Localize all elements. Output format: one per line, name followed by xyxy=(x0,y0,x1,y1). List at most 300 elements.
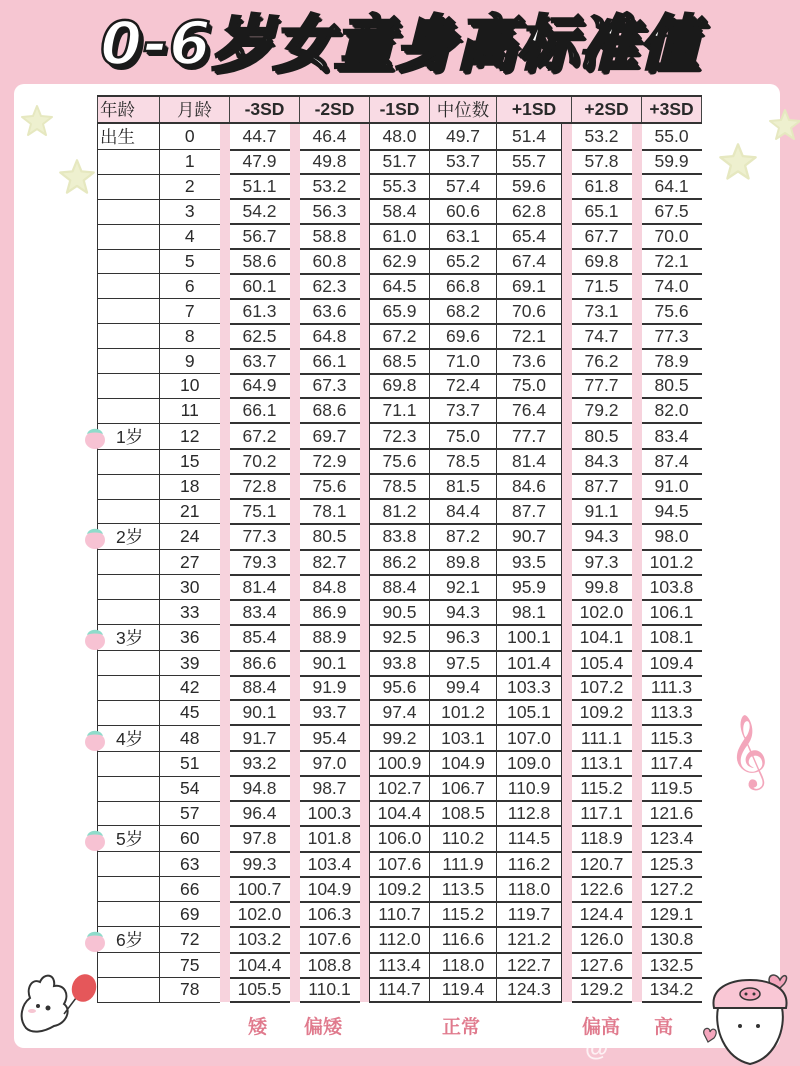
value-cell: 51.4 xyxy=(497,123,562,150)
column-divider xyxy=(562,978,572,1003)
column-divider xyxy=(290,801,300,826)
column-divider xyxy=(562,725,572,751)
column-divider xyxy=(220,374,230,399)
column-divider xyxy=(632,174,642,199)
value-cell: 76.2 xyxy=(572,349,632,374)
column-divider xyxy=(562,499,572,524)
value-cell: 53.2 xyxy=(300,174,360,199)
value-cell: 84.4 xyxy=(430,499,497,524)
month-cell: 18 xyxy=(160,474,220,499)
value-cell: 93.7 xyxy=(300,700,360,725)
column-divider xyxy=(632,852,642,877)
value-cell: 109.4 xyxy=(642,651,702,676)
column-divider xyxy=(360,776,370,801)
value-cell: 64.5 xyxy=(370,274,430,299)
value-cell: 75.1 xyxy=(230,499,290,524)
column-divider xyxy=(562,449,572,474)
column-divider xyxy=(562,700,572,725)
strawberry-icon xyxy=(84,425,106,449)
column-divider xyxy=(290,224,300,249)
month-cell: 24 xyxy=(160,524,220,550)
value-cell: 74.0 xyxy=(642,274,702,299)
column-divider xyxy=(562,651,572,676)
value-cell: 84.6 xyxy=(497,474,562,499)
value-cell: 94.5 xyxy=(642,499,702,524)
value-cell: 73.6 xyxy=(497,349,562,374)
column-divider xyxy=(632,575,642,600)
value-cell: 104.1 xyxy=(572,625,632,651)
header-minus3sd: -3SD xyxy=(230,96,300,123)
value-cell: 91.7 xyxy=(230,725,290,751)
value-cell: 112.0 xyxy=(370,927,430,953)
value-cell: 91.9 xyxy=(300,676,360,701)
month-cell: 42 xyxy=(160,676,220,701)
age-cell xyxy=(98,625,160,651)
value-cell: 118.0 xyxy=(497,877,562,902)
month-cell: 66 xyxy=(160,877,220,902)
value-cell: 51.1 xyxy=(230,174,290,199)
month-cell: 72 xyxy=(160,927,220,953)
table-row xyxy=(98,600,702,625)
age-cell xyxy=(98,776,160,801)
value-cell: 57.8 xyxy=(572,150,632,175)
value-cell: 56.3 xyxy=(300,199,360,224)
column-divider xyxy=(290,398,300,423)
value-cell: 75.0 xyxy=(430,423,497,449)
value-cell: 79.3 xyxy=(230,550,290,575)
column-divider xyxy=(632,374,642,399)
value-cell: 91.0 xyxy=(642,474,702,499)
column-divider xyxy=(562,953,572,978)
value-cell: 95.9 xyxy=(497,575,562,600)
column-divider xyxy=(632,299,642,324)
table-row xyxy=(98,398,702,423)
column-divider xyxy=(632,123,642,150)
value-cell: 117.4 xyxy=(642,751,702,776)
column-divider xyxy=(360,374,370,399)
column-divider xyxy=(220,224,230,249)
column-divider xyxy=(220,801,230,826)
value-cell: 94.3 xyxy=(572,524,632,550)
age-cell xyxy=(98,676,160,701)
value-cell: 82.7 xyxy=(300,550,360,575)
value-cell: 58.6 xyxy=(230,249,290,274)
column-divider xyxy=(290,374,300,399)
table-row xyxy=(98,575,702,600)
column-divider xyxy=(360,249,370,274)
value-cell: 90.5 xyxy=(370,600,430,625)
value-cell: 118.0 xyxy=(430,953,497,978)
value-cell: 60.1 xyxy=(230,274,290,299)
column-divider xyxy=(220,700,230,725)
month-cell: 10 xyxy=(160,374,220,399)
treble-clef-icon: 𝄞 xyxy=(720,711,774,793)
strawberry-icon xyxy=(84,727,106,751)
table-body xyxy=(98,123,702,1002)
column-divider xyxy=(360,274,370,299)
column-divider xyxy=(562,123,572,150)
month-cell: 7 xyxy=(160,299,220,324)
height-table-container xyxy=(97,95,701,1003)
age-cell xyxy=(98,524,160,550)
value-cell: 67.2 xyxy=(370,324,430,349)
month-cell: 36 xyxy=(160,625,220,651)
column-divider xyxy=(360,852,370,877)
age-label: 6岁 xyxy=(116,930,144,951)
column-divider xyxy=(290,751,300,776)
column-divider xyxy=(360,349,370,374)
value-cell: 110.7 xyxy=(370,902,430,927)
value-cell: 83.8 xyxy=(370,524,430,550)
table-row xyxy=(98,725,702,751)
month-cell: 21 xyxy=(160,499,220,524)
table-row xyxy=(98,852,702,877)
value-cell: 119.5 xyxy=(642,776,702,801)
age-cell xyxy=(98,801,160,826)
value-cell: 93.2 xyxy=(230,751,290,776)
value-cell: 87.7 xyxy=(497,499,562,524)
table-row xyxy=(98,150,702,175)
month-cell: 30 xyxy=(160,575,220,600)
age-cell xyxy=(98,174,160,199)
column-divider xyxy=(220,398,230,423)
value-cell: 53.2 xyxy=(572,123,632,150)
column-divider xyxy=(360,524,370,550)
age-label: 出生 xyxy=(100,127,135,147)
column-divider xyxy=(562,174,572,199)
star-icon xyxy=(718,142,758,182)
value-cell: 114.7 xyxy=(370,978,430,1003)
value-cell: 106.3 xyxy=(300,902,360,927)
value-cell: 63.1 xyxy=(430,224,497,249)
column-divider xyxy=(360,751,370,776)
month-cell: 78 xyxy=(160,978,220,1003)
value-cell: 68.2 xyxy=(430,299,497,324)
column-divider xyxy=(562,150,572,175)
value-cell: 67.2 xyxy=(230,423,290,449)
value-cell: 75.6 xyxy=(300,474,360,499)
strawberry-icon xyxy=(84,626,106,650)
column-divider xyxy=(562,249,572,274)
column-divider xyxy=(220,978,230,1003)
value-cell: 48.0 xyxy=(370,123,430,150)
column-divider xyxy=(360,651,370,676)
value-cell: 59.6 xyxy=(497,174,562,199)
legend-short: 矮 xyxy=(248,1017,268,1038)
value-cell: 78.5 xyxy=(430,449,497,474)
age-cell xyxy=(98,700,160,725)
value-cell: 61.0 xyxy=(370,224,430,249)
value-cell: 66.8 xyxy=(430,274,497,299)
column-divider xyxy=(632,474,642,499)
value-cell: 125.3 xyxy=(642,852,702,877)
value-cell: 89.8 xyxy=(430,550,497,575)
column-divider xyxy=(220,625,230,651)
column-divider xyxy=(632,224,642,249)
column-divider xyxy=(360,398,370,423)
age-cell xyxy=(98,449,160,474)
month-cell: 57 xyxy=(160,801,220,826)
column-divider xyxy=(562,676,572,701)
value-cell: 129.1 xyxy=(642,902,702,927)
column-divider xyxy=(290,978,300,1003)
value-cell: 123.4 xyxy=(642,826,702,852)
value-cell: 64.8 xyxy=(300,324,360,349)
age-cell xyxy=(98,826,160,852)
value-cell: 101.8 xyxy=(300,826,360,852)
table-row xyxy=(98,978,702,1003)
table-row xyxy=(98,374,702,399)
value-cell: 90.1 xyxy=(300,651,360,676)
age-cell xyxy=(98,324,160,349)
value-cell: 83.4 xyxy=(230,600,290,625)
strawberry-icon xyxy=(84,525,106,549)
value-cell: 70.2 xyxy=(230,449,290,474)
value-cell: 124.3 xyxy=(497,978,562,1003)
watermark: @ xyxy=(585,1035,613,1062)
value-cell: 97.8 xyxy=(230,826,290,852)
month-cell: 63 xyxy=(160,852,220,877)
month-cell: 60 xyxy=(160,826,220,852)
table-row xyxy=(98,449,702,474)
column-divider xyxy=(360,826,370,852)
column-divider xyxy=(632,550,642,575)
value-cell: 55.3 xyxy=(370,174,430,199)
value-cell: 67.7 xyxy=(572,224,632,249)
value-cell: 99.3 xyxy=(230,852,290,877)
value-cell: 115.3 xyxy=(642,725,702,751)
value-cell: 68.5 xyxy=(370,349,430,374)
column-divider xyxy=(632,902,642,927)
header-month: 月龄 xyxy=(160,96,230,123)
month-cell: 27 xyxy=(160,550,220,575)
value-cell: 88.4 xyxy=(230,676,290,701)
age-cell xyxy=(98,499,160,524)
column-divider xyxy=(290,852,300,877)
value-cell: 110.2 xyxy=(430,826,497,852)
value-cell: 98.1 xyxy=(497,600,562,625)
column-divider xyxy=(562,575,572,600)
value-cell: 134.2 xyxy=(642,978,702,1003)
value-cell: 97.3 xyxy=(572,550,632,575)
value-cell: 107.6 xyxy=(370,852,430,877)
value-cell: 110.1 xyxy=(300,978,360,1003)
value-cell: 127.2 xyxy=(642,877,702,902)
column-divider xyxy=(360,324,370,349)
value-cell: 84.3 xyxy=(572,449,632,474)
column-divider xyxy=(562,751,572,776)
value-cell: 99.4 xyxy=(430,676,497,701)
value-cell: 108.1 xyxy=(642,625,702,651)
value-cell: 120.7 xyxy=(572,852,632,877)
table-row xyxy=(98,625,702,651)
column-divider xyxy=(562,324,572,349)
column-divider xyxy=(632,449,642,474)
value-cell: 109.2 xyxy=(370,877,430,902)
value-cell: 77.7 xyxy=(572,374,632,399)
value-cell: 92.1 xyxy=(430,575,497,600)
column-divider xyxy=(220,449,230,474)
value-cell: 90.1 xyxy=(230,700,290,725)
month-cell: 3 xyxy=(160,199,220,224)
column-divider xyxy=(290,651,300,676)
column-divider xyxy=(562,524,572,550)
column-divider xyxy=(290,150,300,175)
column-divider xyxy=(360,449,370,474)
column-divider xyxy=(290,776,300,801)
column-divider xyxy=(290,676,300,701)
column-divider xyxy=(632,651,642,676)
value-cell: 99.2 xyxy=(370,725,430,751)
value-cell: 107.0 xyxy=(497,725,562,751)
column-divider xyxy=(562,625,572,651)
value-cell: 67.4 xyxy=(497,249,562,274)
column-divider xyxy=(562,474,572,499)
age-cell xyxy=(98,877,160,902)
value-cell: 51.7 xyxy=(370,150,430,175)
column-divider xyxy=(220,725,230,751)
column-divider xyxy=(290,725,300,751)
table-row xyxy=(98,776,702,801)
value-cell: 78.5 xyxy=(370,474,430,499)
column-divider xyxy=(290,499,300,524)
age-cell xyxy=(98,274,160,299)
value-cell: 72.8 xyxy=(230,474,290,499)
column-divider xyxy=(632,423,642,449)
value-cell: 53.7 xyxy=(430,150,497,175)
value-cell: 85.4 xyxy=(230,625,290,651)
column-divider xyxy=(290,474,300,499)
value-cell: 104.9 xyxy=(430,751,497,776)
value-cell: 81.5 xyxy=(430,474,497,499)
age-cell xyxy=(98,123,160,150)
column-divider xyxy=(220,877,230,902)
table-row xyxy=(98,224,702,249)
value-cell: 87.4 xyxy=(642,449,702,474)
age-cell xyxy=(98,349,160,374)
column-divider xyxy=(632,877,642,902)
table-row xyxy=(98,299,702,324)
column-divider xyxy=(562,224,572,249)
value-cell: 106.0 xyxy=(370,826,430,852)
column-divider xyxy=(632,349,642,374)
value-cell: 132.5 xyxy=(642,953,702,978)
table-row xyxy=(98,676,702,701)
value-cell: 116.2 xyxy=(497,852,562,877)
column-divider xyxy=(360,877,370,902)
value-cell: 102.7 xyxy=(370,776,430,801)
value-cell: 107.2 xyxy=(572,676,632,701)
column-divider xyxy=(632,676,642,701)
column-divider xyxy=(632,725,642,751)
table-row xyxy=(98,751,702,776)
value-cell: 47.9 xyxy=(230,150,290,175)
value-cell: 101.2 xyxy=(430,700,497,725)
month-cell: 45 xyxy=(160,700,220,725)
column-divider xyxy=(360,224,370,249)
month-cell: 6 xyxy=(160,274,220,299)
table-row xyxy=(98,174,702,199)
table-row xyxy=(98,199,702,224)
value-cell: 119.4 xyxy=(430,978,497,1003)
header-row xyxy=(98,96,702,123)
value-cell: 106.1 xyxy=(642,600,702,625)
column-divider xyxy=(562,299,572,324)
column-divider xyxy=(290,575,300,600)
month-cell: 51 xyxy=(160,751,220,776)
column-divider xyxy=(290,550,300,575)
header-minus1sd: -1SD xyxy=(370,96,430,123)
age-cell xyxy=(98,224,160,249)
star-icon xyxy=(20,104,54,138)
age-label: 1岁 xyxy=(116,426,144,447)
column-divider xyxy=(360,299,370,324)
value-cell: 64.9 xyxy=(230,374,290,399)
table-row xyxy=(98,826,702,852)
column-divider xyxy=(220,676,230,701)
table-row xyxy=(98,324,702,349)
value-cell: 68.6 xyxy=(300,398,360,423)
value-cell: 105.1 xyxy=(497,700,562,725)
value-cell: 62.8 xyxy=(497,199,562,224)
column-divider xyxy=(360,625,370,651)
value-cell: 99.8 xyxy=(572,575,632,600)
value-cell: 46.4 xyxy=(300,123,360,150)
column-divider xyxy=(562,902,572,927)
column-divider xyxy=(220,600,230,625)
value-cell: 77.3 xyxy=(642,324,702,349)
age-cell xyxy=(98,249,160,274)
column-divider xyxy=(562,877,572,902)
column-divider xyxy=(360,575,370,600)
value-cell: 75.0 xyxy=(497,374,562,399)
column-divider xyxy=(632,249,642,274)
star-icon xyxy=(58,158,96,196)
column-divider xyxy=(220,826,230,852)
value-cell: 80.5 xyxy=(642,374,702,399)
value-cell: 55.0 xyxy=(642,123,702,150)
value-cell: 66.1 xyxy=(230,398,290,423)
value-cell: 87.2 xyxy=(430,524,497,550)
value-cell: 62.9 xyxy=(370,249,430,274)
value-cell: 63.6 xyxy=(300,299,360,324)
value-cell: 108.5 xyxy=(430,801,497,826)
column-divider xyxy=(360,953,370,978)
value-cell: 86.6 xyxy=(230,651,290,676)
column-divider xyxy=(360,927,370,953)
month-cell: 12 xyxy=(160,423,220,449)
value-cell: 122.6 xyxy=(572,877,632,902)
column-divider xyxy=(632,953,642,978)
column-divider xyxy=(632,978,642,1003)
column-divider xyxy=(220,852,230,877)
column-divider xyxy=(290,877,300,902)
value-cell: 129.2 xyxy=(572,978,632,1003)
value-cell: 83.4 xyxy=(642,423,702,449)
value-cell: 96.4 xyxy=(230,801,290,826)
column-divider xyxy=(290,600,300,625)
value-cell: 100.9 xyxy=(370,751,430,776)
month-cell: 39 xyxy=(160,651,220,676)
value-cell: 90.7 xyxy=(497,524,562,550)
column-divider xyxy=(562,199,572,224)
value-cell: 49.8 xyxy=(300,150,360,175)
column-divider xyxy=(290,299,300,324)
table-row xyxy=(98,902,702,927)
value-cell: 108.8 xyxy=(300,953,360,978)
month-cell: 15 xyxy=(160,449,220,474)
column-divider xyxy=(220,324,230,349)
